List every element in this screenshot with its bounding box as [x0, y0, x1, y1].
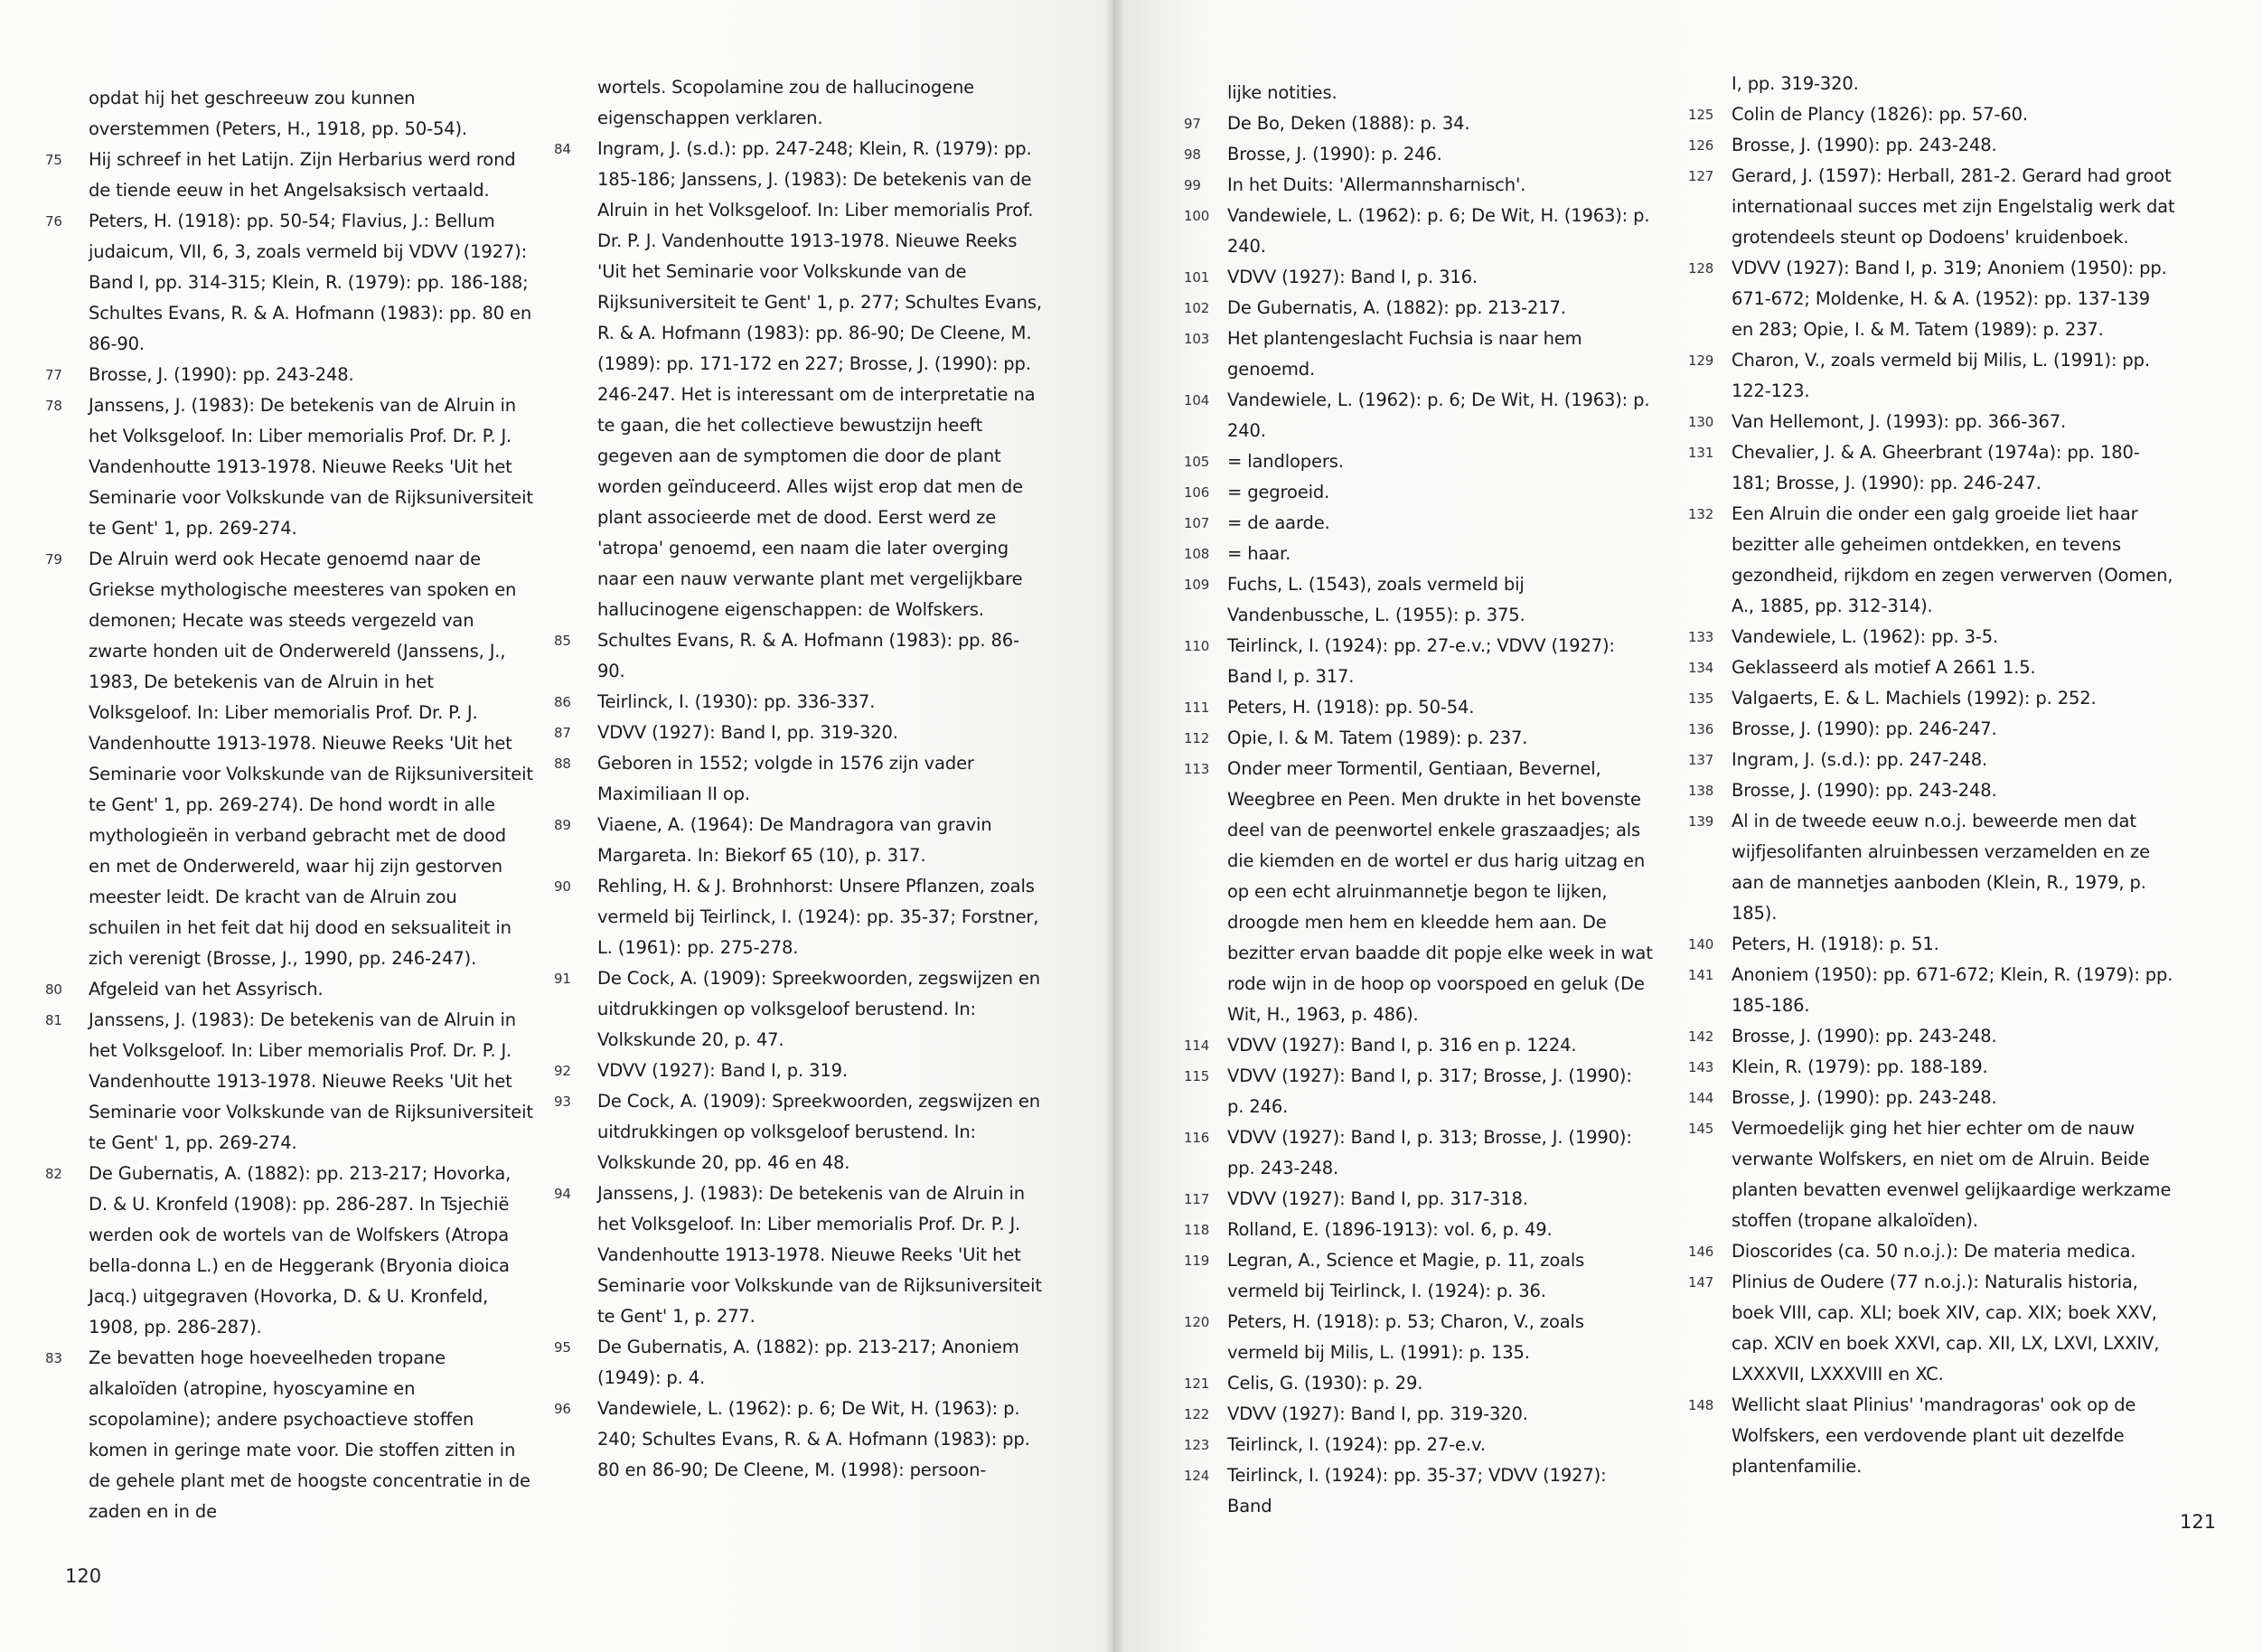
footnote — [1688, 253, 2176, 345]
footnote-number: 87 — [554, 725, 571, 741]
footnote-number: 102 — [1184, 300, 1210, 316]
footnote-number: 119 — [1184, 1253, 1210, 1269]
footnote-number: 108 — [1184, 546, 1210, 562]
footnote — [1688, 437, 2176, 499]
footnote-text: lijke notities. — [1227, 82, 1337, 103]
footnote — [1184, 1030, 1654, 1061]
footnote — [1688, 1267, 2176, 1390]
footnote — [1688, 775, 2176, 806]
footnote-text: Ze bevatten hoge hoeveelheden tropane alkaloïden (atropine, hyoscyamine en scopolamine); andere psychoactieve stoffen komen in geringe mate voor. Die stoffen zitten in de gehele plant met de hoogste concentratie in de zaden en in de — [89, 1347, 530, 1522]
footnote — [554, 625, 1042, 687]
footnote-number: 144 — [1688, 1090, 1714, 1106]
footnote — [45, 360, 533, 390]
footnote-number: 94 — [554, 1186, 571, 1202]
footnote-number: 77 — [45, 367, 62, 383]
footnote-number: 97 — [1184, 116, 1201, 132]
footnote — [554, 1394, 1042, 1486]
footnote-text: Janssens, J. (1983): De betekenis van de Alruin in het Volksgeloof. In: Liber memorialis Prof. Dr. P. J. Vandenhoutte 1913-1978. Nieuwe Reeks 'Uit het Seminarie voor Volkskunde van de Rijksuniversiteit te Gent' 1, p. 277. — [597, 1183, 1042, 1327]
footnote-text: Ingram, J. (s.d.): pp. 247-248; Klein, R. (1979): pp. 185-186; Janssens, J. (1983): De betekenis van de Alruin in het Volksgeloof. In: Liber memorialis Prof. Dr. P. J. Vandenhoutte 1913-1978. Nieuwe Reeks 'Uit het Seminarie voor Volkskunde van de Rijksuniversiteit te Gent' 1, p. 277; Schultes Evans, R. & A. Hofmann (1983): pp. 86-90; De Cleene, M. (1989): pp. 171-172 en 227; Brosse, J. (1990): pp. 246-247. Het is interessant om de interpretatie na te gaan, die het collectieve bewustzijn heeft gegeven aan de symptomen die door de plant worden geïnduceerd. Alles wijst erop dat men de plant associeerde met de dood. Eerst werd ze 'atropa' genoemd, een naam die later overging naar een nauw verwante plant met vergelijkbare hallucinogene eigenschappen: de Wolfskers. — [597, 138, 1042, 620]
footnote — [1184, 569, 1654, 631]
footnote-number: 85 — [554, 633, 571, 649]
footnote-text: De Gubernatis, A. (1882): pp. 213-217. — [1227, 297, 1566, 318]
footnote-text: Rehling, H. & J. Brohnhorst: Unsere Pflanzen, zoals vermeld bij Teirlinck, I. (1924): pp. 35-37; Forstner, L. (1961): pp. 275-278. — [597, 876, 1039, 958]
footnote — [1184, 1430, 1654, 1460]
footnote — [45, 1159, 533, 1343]
footnote-text: De Alruin werd ook Hecate genoemd naar de Griekse mythologische meesteres van spoken en demonen; Hecate was steeds vergezeld van zwarte honden uit de Onderwereld (Janssens, J., 1983, De betekenis van de Alruin in het Volksgeloof. In: Liber memorialis Prof. Dr. P. J. Vandenhoutte 1913-1978. Nieuwe Reeks 'Uit het Seminarie voor Volkskunde van de Rijksuniversiteit te Gent' 1, pp. 269-274). De hond wordt in alle mythologieën in verband gebracht met de dood en met de Onderwereld, waar hij zijn gestorven meester leidt. De kracht van de Alruin zou schuilen in het feit dat hij dood en seksualiteit in zich verenigt (Brosse, J., 1990, pp. 246-247). — [89, 549, 533, 969]
footnote — [1688, 1390, 2176, 1482]
footnote — [1184, 1061, 1654, 1122]
footnote-text: Teirlinck, I. (1924): pp. 27-e.v.; VDVV (1927): Band I, p. 317. — [1227, 635, 1615, 687]
footnote — [1688, 622, 2176, 652]
footnote-number: 137 — [1688, 752, 1714, 768]
footnote — [1184, 201, 1654, 262]
footnote-text: Dioscorides (ca. 50 n.o.j.): De materia medica. — [1732, 1241, 2136, 1262]
footnote-text: De Cock, A. (1909): Spreekwoorden, zegswijzen en uitdrukkingen op volksgeloof berustend. In: Volkskunde 20, pp. 46 en 48. — [597, 1091, 1040, 1173]
footnote-text: Peters, H. (1918): p. 53; Charon, V., zoals vermeld bij Milis, L. (1991): p. 135. — [1227, 1311, 1584, 1363]
footnote — [554, 134, 1042, 625]
footnote-number: 120 — [1184, 1314, 1210, 1330]
footnote — [45, 974, 533, 1005]
footnote — [1184, 477, 1654, 508]
footnote-number: 116 — [1184, 1130, 1210, 1146]
footnote-number: 88 — [554, 756, 571, 772]
footnote-number: 126 — [1688, 137, 1714, 154]
footnote — [1184, 508, 1654, 539]
footnote — [1688, 1021, 2176, 1052]
footnote-number: 127 — [1688, 168, 1714, 184]
footnote — [45, 1343, 533, 1527]
footnote-text: Peters, H. (1918): p. 51. — [1732, 934, 1939, 954]
footnote-text: Een Alruin die onder een galg groeide liet haar bezitter alle geheimen ontdekken, en tevens gezondheid, rijkdom en zegen verwerven (Oomen, A., 1885, pp. 312-314). — [1732, 503, 2173, 616]
footnote — [1688, 745, 2176, 775]
footnote-text: De Bo, Deken (1888): p. 34. — [1227, 113, 1470, 134]
footnote-text: Opie, I. & M. Tatem (1989): p. 237. — [1227, 727, 1528, 748]
footnote-number: 96 — [554, 1401, 571, 1417]
footnote-text: Anoniem (1950): pp. 671-672; Klein, R. (1979): pp. 185-186. — [1732, 964, 2173, 1016]
footnote — [45, 390, 533, 544]
footnote-number: 89 — [554, 817, 571, 833]
footnote-number: 106 — [1184, 484, 1210, 501]
footnote-text: VDVV (1927): Band I, p. 319; Anoniem (1950): pp. 671-672; Moldenke, H. & A. (1952): pp. 137-139 en 283; Opie, I. & M. Tatem (1989): p. 237. — [1732, 258, 2167, 340]
footnote-number: 123 — [1184, 1437, 1210, 1453]
footnote-text: Celis, G. (1930): p. 29. — [1227, 1373, 1423, 1394]
footnote-text: Het plantengeslacht Fuchsia is naar hem genoemd. — [1227, 328, 1582, 380]
footnote — [1688, 652, 2176, 683]
footnote-text: opdat hij het geschreeuw zou kunnen overstemmen (Peters, H., 1918, pp. 50-54). — [89, 88, 467, 139]
footnote-number: 98 — [1184, 146, 1201, 163]
footnote-text: VDVV (1927): Band I, pp. 317-318. — [1227, 1188, 1528, 1209]
footnote — [1184, 293, 1654, 324]
footnote-number: 134 — [1688, 660, 1714, 676]
footnote — [554, 1332, 1042, 1394]
footnote-text: = gegroeid. — [1227, 482, 1330, 502]
footnote — [45, 145, 533, 206]
footnote-number: 124 — [1184, 1468, 1210, 1484]
footnote-text: Teirlinck, I. (1924): pp. 35-37; VDVV (1927): Band — [1227, 1465, 1607, 1516]
footnote — [554, 1178, 1042, 1332]
footnote — [1688, 1052, 2176, 1083]
footnote-text: Janssens, J. (1983): De betekenis van de Alruin in het Volksgeloof. In: Liber memorialis Prof. Dr. P. J. Vandenhoutte 1913-1978. Nieuwe Reeks 'Uit het Seminarie voor Volkskunde van de Rijksuniversiteit te Gent' 1, pp. 269-274. — [89, 395, 533, 539]
right-page — [1113, 0, 2262, 1652]
footnote — [554, 718, 1042, 748]
footnote-text: wortels. Scopolamine zou de hallucinogene eigenschappen verklaren. — [597, 77, 974, 128]
footnote-text: Wellicht slaat Plinius' 'mandragoras' ook op de Wolfskers, een verdovende plant uit dezelfde plantenfamilie. — [1732, 1394, 2136, 1477]
footnote-number: 93 — [554, 1094, 571, 1110]
footnote-number: 101 — [1184, 269, 1210, 286]
footnote-text: Brosse, J. (1990): pp. 243-248. — [1732, 1026, 1997, 1047]
footnote — [1184, 1245, 1654, 1307]
footnote-text: Klein, R. (1979): pp. 188-189. — [1732, 1056, 1988, 1077]
footnote-text: Al in de tweede eeuw n.o.j. beweerde men dat wijfjesolifanten alruinbessen verzamelden en ze aan de mannetjes aanboden (Klein, R., 1979, p. 185). — [1732, 811, 2150, 924]
footnote-text: Charon, V., zoals vermeld bij Milis, L. (1991): pp. 122-123. — [1732, 350, 2150, 401]
footnote-text: Teirlinck, I. (1930): pp. 336-337. — [597, 691, 876, 712]
footnote-text: Brosse, J. (1990): pp. 243-248. — [1732, 135, 1997, 155]
footnote — [1184, 262, 1654, 293]
footnote-text: Peters, H. (1918): pp. 50-54. — [1227, 697, 1475, 718]
footnote — [554, 810, 1042, 871]
footnote — [1688, 929, 2176, 960]
notes-column-3 — [1184, 78, 1654, 1522]
footnote — [1184, 631, 1654, 692]
footnote-text: Colin de Plancy (1826): pp. 57-60. — [1732, 104, 2028, 125]
footnote-number: 138 — [1688, 783, 1714, 799]
footnote-text: In het Duits: 'Allermannsharnisch'. — [1227, 174, 1526, 195]
footnote — [1184, 385, 1654, 446]
footnote — [1688, 806, 2176, 929]
footnote — [1184, 754, 1654, 1030]
page-number-right: 121 — [2180, 1511, 2217, 1533]
footnote-text: De Cock, A. (1909): Spreekwoorden, zegswijzen en uitdrukkingen op volksgeloof berustend. In: Volkskunde 20, p. 47. — [597, 968, 1040, 1050]
footnote-number: 125 — [1688, 107, 1714, 123]
footnote — [554, 687, 1042, 718]
footnote-number: 105 — [1184, 454, 1210, 470]
footnote-text: Teirlinck, I. (1924): pp. 27-e.v. — [1227, 1434, 1486, 1455]
footnote-number: 83 — [45, 1350, 62, 1366]
footnote-number: 104 — [1184, 392, 1210, 408]
footnote-text: Brosse, J. (1990): pp. 243-248. — [1732, 1087, 1997, 1108]
footnote-number: 139 — [1688, 813, 1714, 830]
footnote-text: Plinius de Oudere (77 n.o.j.): Naturalis historia, boek VIII, cap. XLI; boek XIV, cap. XIX; boek XXV, cap. XCIV en boek XXVI, cap. XII, LX, LXVI, LXXIV, LXXXVII, LXXXVIII en XC. — [1732, 1272, 2160, 1384]
footnote-text: Brosse, J. (1990): pp. 243-248. — [1732, 780, 1997, 801]
footnote-text: = haar. — [1227, 543, 1291, 564]
footnote-number: 79 — [45, 551, 62, 568]
footnote-number: 133 — [1688, 629, 1714, 645]
footnote-number: 80 — [45, 981, 62, 998]
footnote-text: I, pp. 319-320. — [1732, 73, 1859, 94]
footnote-number: 141 — [1688, 967, 1714, 983]
footnote-number: 146 — [1688, 1244, 1714, 1260]
footnote-number: 122 — [1184, 1406, 1210, 1422]
footnote-number: 111 — [1184, 699, 1210, 716]
footnote-number: 112 — [1184, 730, 1210, 746]
footnote-number: 131 — [1688, 445, 1714, 461]
footnote — [1688, 714, 2176, 745]
footnote-number: 110 — [1184, 638, 1210, 654]
footnote-text: Brosse, J. (1990): pp. 243-248. — [89, 364, 354, 385]
footnote-number: 145 — [1688, 1121, 1714, 1137]
footnote — [1184, 139, 1654, 170]
footnote — [1184, 1460, 1654, 1522]
book-gutter — [1104, 0, 1124, 1652]
footnote-number: 84 — [554, 141, 571, 157]
footnote-number: 81 — [45, 1012, 62, 1028]
footnote — [45, 83, 533, 145]
footnote-number: 109 — [1184, 577, 1210, 593]
footnote-text: Geboren in 1552; volgde in 1576 zijn vader Maximiliaan II op. — [597, 753, 974, 804]
footnote-number: 99 — [1184, 177, 1201, 193]
footnote-number: 147 — [1688, 1274, 1714, 1291]
footnote-number: 118 — [1184, 1222, 1210, 1238]
footnote-text: Peters, H. (1918): pp. 50-54; Flavius, J.: Bellum judaicum, VII, 6, 3, zoals vermeld bij VDVV (1927): Band I, pp. 314-315; Klein, R. (1979): pp. 186-188; Schultes Evans, R. & A. Hofmann (1983): pp. 80 en 86-90. — [89, 211, 532, 354]
footnote-number: 129 — [1688, 352, 1714, 369]
footnote — [1184, 1307, 1654, 1368]
notes-column-4 — [1688, 69, 2176, 1482]
footnote — [1688, 407, 2176, 437]
footnote-text: Chevalier, J. & A. Gheerbrant (1974a): pp. 180-181; Brosse, J. (1990): pp. 246-247. — [1732, 442, 2140, 493]
footnote-text: Vandewiele, L. (1962): p. 6; De Wit, H. (1963): p. 240. — [1227, 390, 1650, 441]
footnote — [1688, 161, 2176, 253]
footnote-text: Brosse, J. (1990): pp. 246-247. — [1732, 718, 1997, 739]
footnote-number: 92 — [554, 1063, 571, 1079]
footnote — [1184, 1184, 1654, 1215]
footnote-text: Vandewiele, L. (1962): pp. 3-5. — [1732, 626, 1999, 647]
footnote-text: Valgaerts, E. & L. Machiels (1992): p. 252. — [1732, 688, 2097, 709]
footnote-text: VDVV (1927): Band I, p. 313; Brosse, J. (1990): pp. 243-248. — [1227, 1127, 1632, 1178]
footnote — [1184, 324, 1654, 385]
footnote — [1688, 345, 2176, 407]
notes-column-1 — [45, 83, 533, 1527]
footnote-text: = de aarde. — [1227, 512, 1330, 533]
footnote — [554, 1056, 1042, 1086]
footnote — [1688, 1236, 2176, 1267]
footnote-number: 140 — [1688, 936, 1714, 953]
footnote-text: VDVV (1927): Band I, p. 317; Brosse, J. (1990): p. 246. — [1227, 1065, 1632, 1117]
footnote-text: De Gubernatis, A. (1882): pp. 213-217; Hovorka, D. & U. Kronfeld (1908): pp. 286-287. In Tsjechië werden ook de wortels van de Wolfskers (Atropa bella-donna L.) en de Heggerank (Bryonia dioica Jacq.) uitgegraven (Hovorka, D. & U. Kronfeld, 1908, pp. 286-287). — [89, 1163, 512, 1338]
footnote-number: 82 — [45, 1166, 62, 1182]
footnote-text: Geklasseerd als motief A 2661 1.5. — [1732, 657, 2036, 678]
footnote-number: 75 — [45, 152, 62, 168]
footnote-text: VDVV (1927): Band I, pp. 319-320. — [597, 722, 898, 743]
footnote — [1688, 1113, 2176, 1236]
footnote-number: 114 — [1184, 1037, 1210, 1054]
footnote-text: Hij schreef in het Latijn. Zijn Herbarius werd rond de tiende eeuw in het Angelsaksisch vertaald. — [89, 149, 516, 201]
footnote — [554, 1086, 1042, 1178]
footnote-number: 136 — [1688, 721, 1714, 737]
footnote-text: Vandewiele, L. (1962): p. 6; De Wit, H. (1963): p. 240. — [1227, 205, 1650, 257]
footnote — [554, 748, 1042, 810]
footnote — [45, 206, 533, 360]
footnote-number: 117 — [1184, 1191, 1210, 1207]
footnote-number: 128 — [1688, 260, 1714, 277]
footnote-text: Viaene, A. (1964): De Mandragora van gravin Margareta. In: Biekorf 65 (10), p. 317. — [597, 814, 992, 866]
footnote — [554, 963, 1042, 1056]
footnote — [1688, 499, 2176, 622]
footnote-number: 95 — [554, 1339, 571, 1356]
footnote — [1184, 1215, 1654, 1245]
footnote-text: De Gubernatis, A. (1882): pp. 213-217; Anoniem (1949): p. 4. — [597, 1337, 1019, 1388]
footnote — [1688, 683, 2176, 714]
footnote-text: Rolland, E. (1896-1913): vol. 6, p. 49. — [1227, 1219, 1553, 1240]
left-page — [0, 0, 1113, 1652]
footnote-number: 121 — [1184, 1375, 1210, 1392]
footnote — [1184, 1368, 1654, 1399]
footnote-number: 113 — [1184, 761, 1210, 777]
footnote-number: 90 — [554, 878, 571, 895]
footnote — [1688, 69, 2176, 99]
footnote — [1184, 539, 1654, 569]
footnote-number: 107 — [1184, 515, 1210, 531]
footnote — [45, 1005, 533, 1159]
footnote-text: Brosse, J. (1990): p. 246. — [1227, 144, 1442, 164]
footnote-number: 91 — [554, 971, 571, 987]
footnote-number: 78 — [45, 398, 62, 414]
footnote-number: 132 — [1688, 506, 1714, 522]
footnote — [1688, 99, 2176, 130]
footnote-text: Van Hellemont, J. (1993): pp. 366-367. — [1732, 411, 2067, 432]
footnote-number: 130 — [1688, 414, 1714, 430]
footnote-number: 148 — [1688, 1397, 1714, 1413]
footnote — [554, 72, 1042, 134]
footnote-text: Schultes Evans, R. & A. Hofmann (1983): pp. 86-90. — [597, 630, 1019, 681]
footnote-number: 142 — [1688, 1028, 1714, 1045]
footnote — [45, 544, 533, 974]
footnote — [1184, 1399, 1654, 1430]
footnote-text: Fuchs, L. (1543), zoals vermeld bij Vandenbussche, L. (1955): p. 375. — [1227, 574, 1525, 625]
footnote-text: VDVV (1927): Band I, p. 316 en p. 1224. — [1227, 1035, 1577, 1056]
notes-column-2 — [554, 72, 1042, 1486]
footnote-number: 86 — [554, 694, 571, 710]
footnote-text: VDVV (1927): Band I, p. 316. — [1227, 267, 1478, 287]
footnote-text: Gerard, J. (1597): Herball, 281-2. Gerard had groot internationaal succes met zijn Engelstalig werk dat grotendeels steunt op Dodoens' kruidenboek. — [1732, 165, 2175, 248]
footnote-text: Afgeleid van het Assyrisch. — [89, 979, 324, 1000]
footnote-text: = landlopers. — [1227, 451, 1344, 472]
footnote — [1184, 108, 1654, 139]
footnote-text: Vandewiele, L. (1962): p. 6; De Wit, H. (1963): p. 240; Schultes Evans, R. & A. Hofmann (1983): pp. 80 en 86-90; De Cleene, M. (1998): persoon- — [597, 1398, 1030, 1480]
footnote — [1184, 170, 1654, 201]
footnote — [1688, 130, 2176, 161]
footnote-text: Ingram, J. (s.d.): pp. 247-248. — [1732, 749, 1988, 770]
footnote-number: 100 — [1184, 208, 1210, 224]
footnote-number: 115 — [1184, 1068, 1210, 1084]
footnote — [1688, 1083, 2176, 1113]
footnote-text: VDVV (1927): Band I, pp. 319-320. — [1227, 1403, 1528, 1424]
footnote-number: 103 — [1184, 331, 1210, 347]
footnote-text: Janssens, J. (1983): De betekenis van de Alruin in het Volksgeloof. In: Liber memorialis Prof. Dr. P. J. Vandenhoutte 1913-1978. Nieuwe Reeks 'Uit het Seminarie voor Volkskunde van de Rijksuniversiteit te Gent' 1, pp. 269-274. — [89, 1009, 533, 1153]
footnote — [1184, 692, 1654, 723]
footnote-text: Vermoedelijk ging het hier echter om de nauw verwante Wolfskers, en niet om de Alruin. Beide planten bevatten evenwel gelijkaardige werkzame stoffen (tropane alkaloïden). — [1732, 1118, 2172, 1231]
footnote — [1184, 446, 1654, 477]
footnote-number: 76 — [45, 213, 62, 230]
footnote-number: 135 — [1688, 690, 1714, 707]
footnote — [1184, 78, 1654, 108]
footnote — [1688, 960, 2176, 1021]
footnote-number: 143 — [1688, 1059, 1714, 1075]
footnote-text: Onder meer Tormentil, Gentiaan, Bevernel, Weegbree en Peen. Men drukte in het bovenste deel van de peenwortel enkele graszaadjes; als die kiemden en de wortel er dus harig uitzag en op een echt alruinmannetje begon te lijken, droogde men hem en kleedde hem aan. De bezitter ervan baadde dit popje elke week in wat rode wijn in de hoop op voorspoed en geluk (De Wit, H., 1963, p. 486). — [1227, 758, 1653, 1025]
footnote-text: Legran, A., Science et Magie, p. 11, zoals vermeld bij Teirlinck, I. (1924): p. 36. — [1227, 1250, 1585, 1301]
footnote — [1184, 723, 1654, 754]
page-number-left: 120 — [65, 1565, 102, 1587]
footnote — [1184, 1122, 1654, 1184]
footnote — [554, 871, 1042, 963]
footnote-text: VDVV (1927): Band I, p. 319. — [597, 1060, 848, 1081]
